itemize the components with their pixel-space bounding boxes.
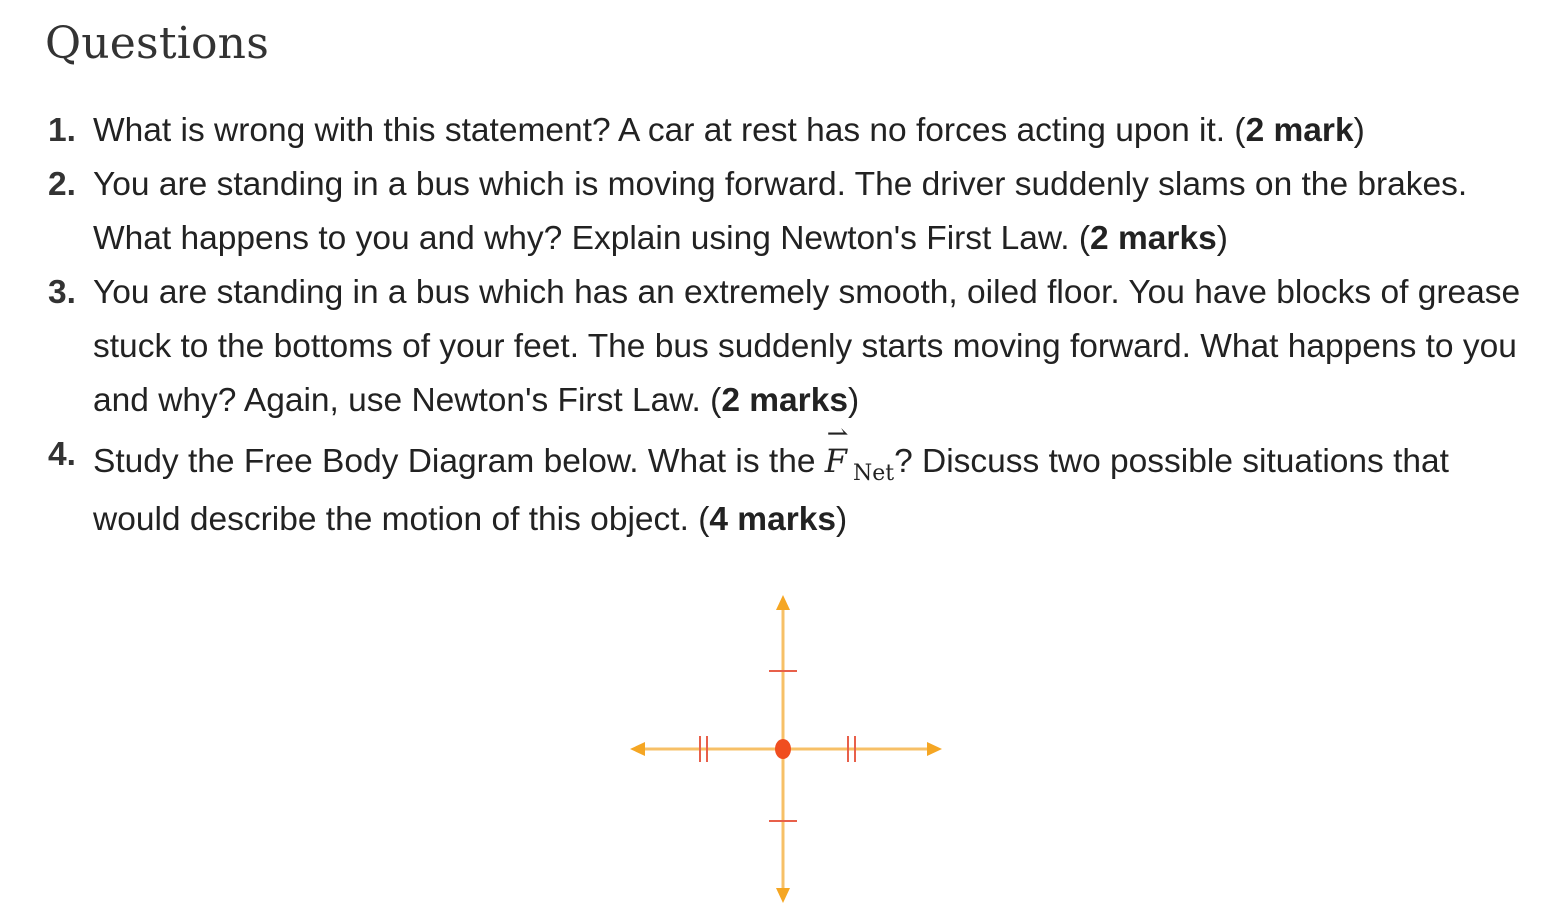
page-title: Questions [45,18,269,69]
question-marks: 2 mark [1245,112,1354,149]
question-marks: 2 marks [1090,220,1217,257]
question-number: 3. [48,274,76,311]
question-number: 2. [48,166,76,203]
question-text-end: ) [847,382,860,419]
question-text-end: ) [1216,220,1228,257]
question-marks: 2 marks [721,382,848,419]
question-number: 4. [48,436,76,473]
question-list [48,104,1528,547]
force-letter: F [824,442,847,480]
up-arrowhead-icon [776,595,790,610]
question-item-2 [48,158,1528,266]
left-arrowhead-icon [630,742,645,756]
question-text: Study the Free Body Diagram below. What is the [93,443,825,480]
vector-arrow-icon: ⇀ [826,419,849,449]
net-subscript: Net [852,461,895,486]
question-text-middle: ? Discuss two possible situations that would describe the motion of this object. ( [93,443,1449,538]
question-text-end: ) [1353,112,1365,149]
right-arrowhead-icon [927,742,942,756]
question-item-3 [48,266,1528,428]
free-body-diagram [620,585,950,915]
object-point [775,739,791,759]
question-item-1 [48,104,1528,158]
question-text: You are standing in a bus which is moving forward. The driver suddenly slams on the brakes. What happens to you and why? Explain using Newton's First Law. ( [93,166,1468,257]
net-force-symbol [824,419,849,488]
question-text: What is wrong with this statement? A car at rest has no forces acting upon it. ( [93,112,1246,149]
question-text: You are standing in a bus which has an extremely smooth, oiled floor. You have blocks of grease stuck to the bottoms of your feet. The bus suddenly starts moving forward. What happens to you and why? Again, use Newton's First Law. ( [93,274,1521,419]
question-marks: 4 marks [709,501,837,538]
question-number: 1. [48,112,76,149]
question-item-4 [48,419,1528,547]
question-text-end: ) [836,501,848,538]
down-arrowhead-icon [776,888,790,903]
